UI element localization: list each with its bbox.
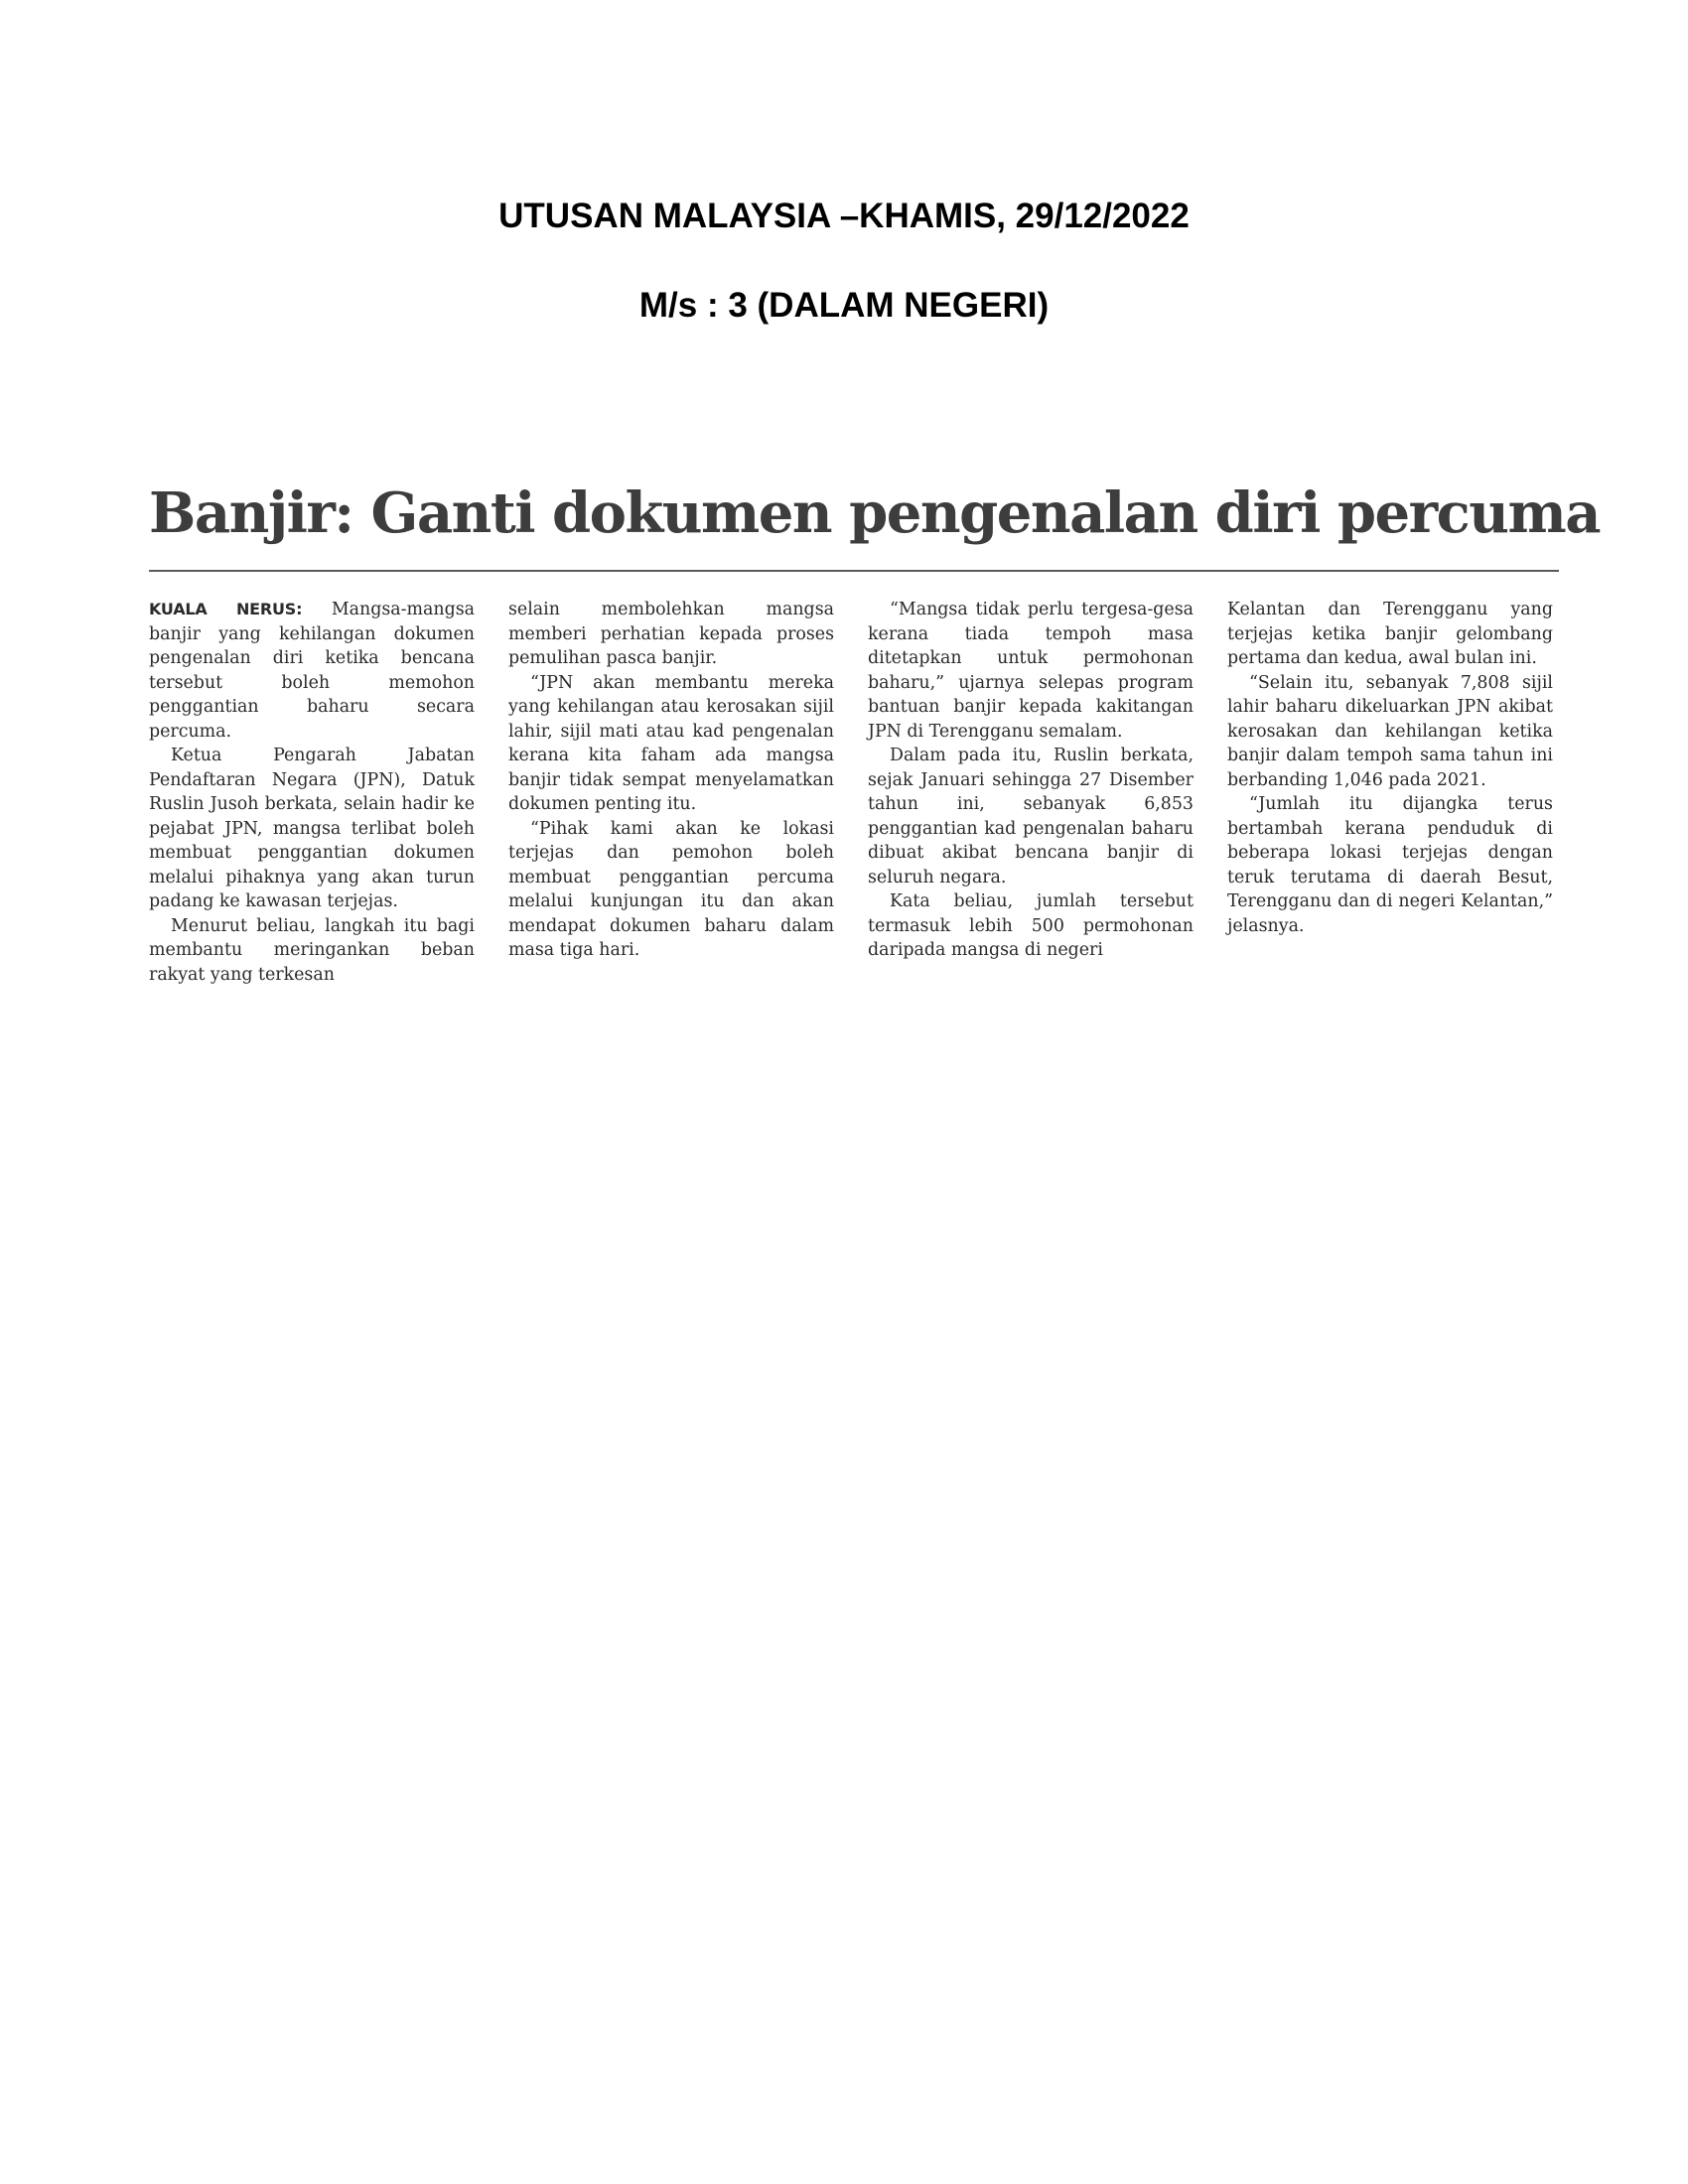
- article-paragraph: Kelantan dan Terengganu yang terjejas ketika banjir gelombang pertama dan kedua, awal bulan ini.: [1227, 600, 1553, 668]
- article-paragraph: Dalam pada itu, Ruslin berkata, sejak Januari sehingga 27 Disember tahun ini, sebanyak 6,853 penggantian kad pengenalan baharu dibuat akibat bencana banjir di seluruh negara.: [868, 746, 1194, 887]
- article-paragraph: “JPN akan membantu mereka yang kehilangan atau kerosakan sijil lahir, sijil mati atau kad pengenalan kerana kita faham ada mangsa banjir tidak sempat menyelamatkan dokumen penting itu.: [508, 672, 834, 814]
- page-reference: M/s : 3 (DALAM NEGERI): [638, 286, 1050, 325]
- paragraph-text: Mangsa-mangsa banjir yang kehilangan dokumen pengenalan diri ketika bencana tersebut boleh memohon penggantian baharu secara percuma.: [149, 600, 475, 742]
- article-column-3: [868, 598, 1194, 963]
- article-headline: Banjir: Ganti dokumen pengenalan diri percuma: [149, 480, 1601, 546]
- article-paragraph: “Selain itu, sebanyak 7,808 sijil lahir baharu dikeluarkan JPN akibat kerosakan dan kehilangan ketika banjir dalam tempoh sama tahun ini berbanding 1,046 pada 2021.: [1227, 672, 1553, 790]
- article-column-1: [149, 598, 475, 987]
- article-paragraph: “Mangsa tidak perlu tergesa-gesa kerana tiada tempoh masa ditetapkan untuk permohonan baharu,” ujarnya selepas program bantuan banjir kepada kakitangan JPN di Terengganu semalam.: [868, 600, 1194, 742]
- article-paragraph: “Jumlah itu dijangka terus bertambah kerana penduduk di beberapa lokasi terjejas dengan teruk terutama di daerah Besut, Terengganu dan di negeri Kelantan,” jelasnya.: [1227, 794, 1553, 936]
- article-paragraph: Ketua Pengarah Jabatan Pendaftaran Negara (JPN), Datuk Ruslin Jusoh berkata, selain hadir ke pejabat JPN, mangsa terlibat boleh membuat penggantian dokumen melalui pihaknya yang akan turun padang ke kawasan terjejas.: [149, 746, 475, 911]
- article-paragraph: selain membolehkan mangsa memberi perhatian kepada proses pemulihan pasca banjir.: [508, 600, 834, 668]
- article-column-4: [1227, 598, 1553, 938]
- publication-line: UTUSAN MALAYSIA –KHAMIS, 29/12/2022: [498, 197, 1190, 235]
- newspaper-clipping: [147, 459, 1601, 1013]
- article-paragraph: [149, 598, 475, 744]
- article-paragraph: Menurut beliau, langkah itu bagi membantu meringankan beban rakyat yang terkesan: [149, 915, 475, 985]
- headline-rule: [149, 570, 1559, 572]
- article-body: [149, 598, 1559, 1015]
- article-column-2: [508, 598, 834, 963]
- article-paragraph: Kata beliau, jumlah tersebut termasuk lebih 500 permohonan daripada mangsa di negeri: [868, 891, 1194, 960]
- dateline: KUALA NERUS:: [149, 600, 303, 618]
- article-paragraph: “Pihak kami akan ke lokasi terjejas dan pemohon boleh membuat penggantian percuma melalui kunjungan itu dan akan mendapat dokumen baharu dalam masa tiga hari.: [508, 818, 834, 960]
